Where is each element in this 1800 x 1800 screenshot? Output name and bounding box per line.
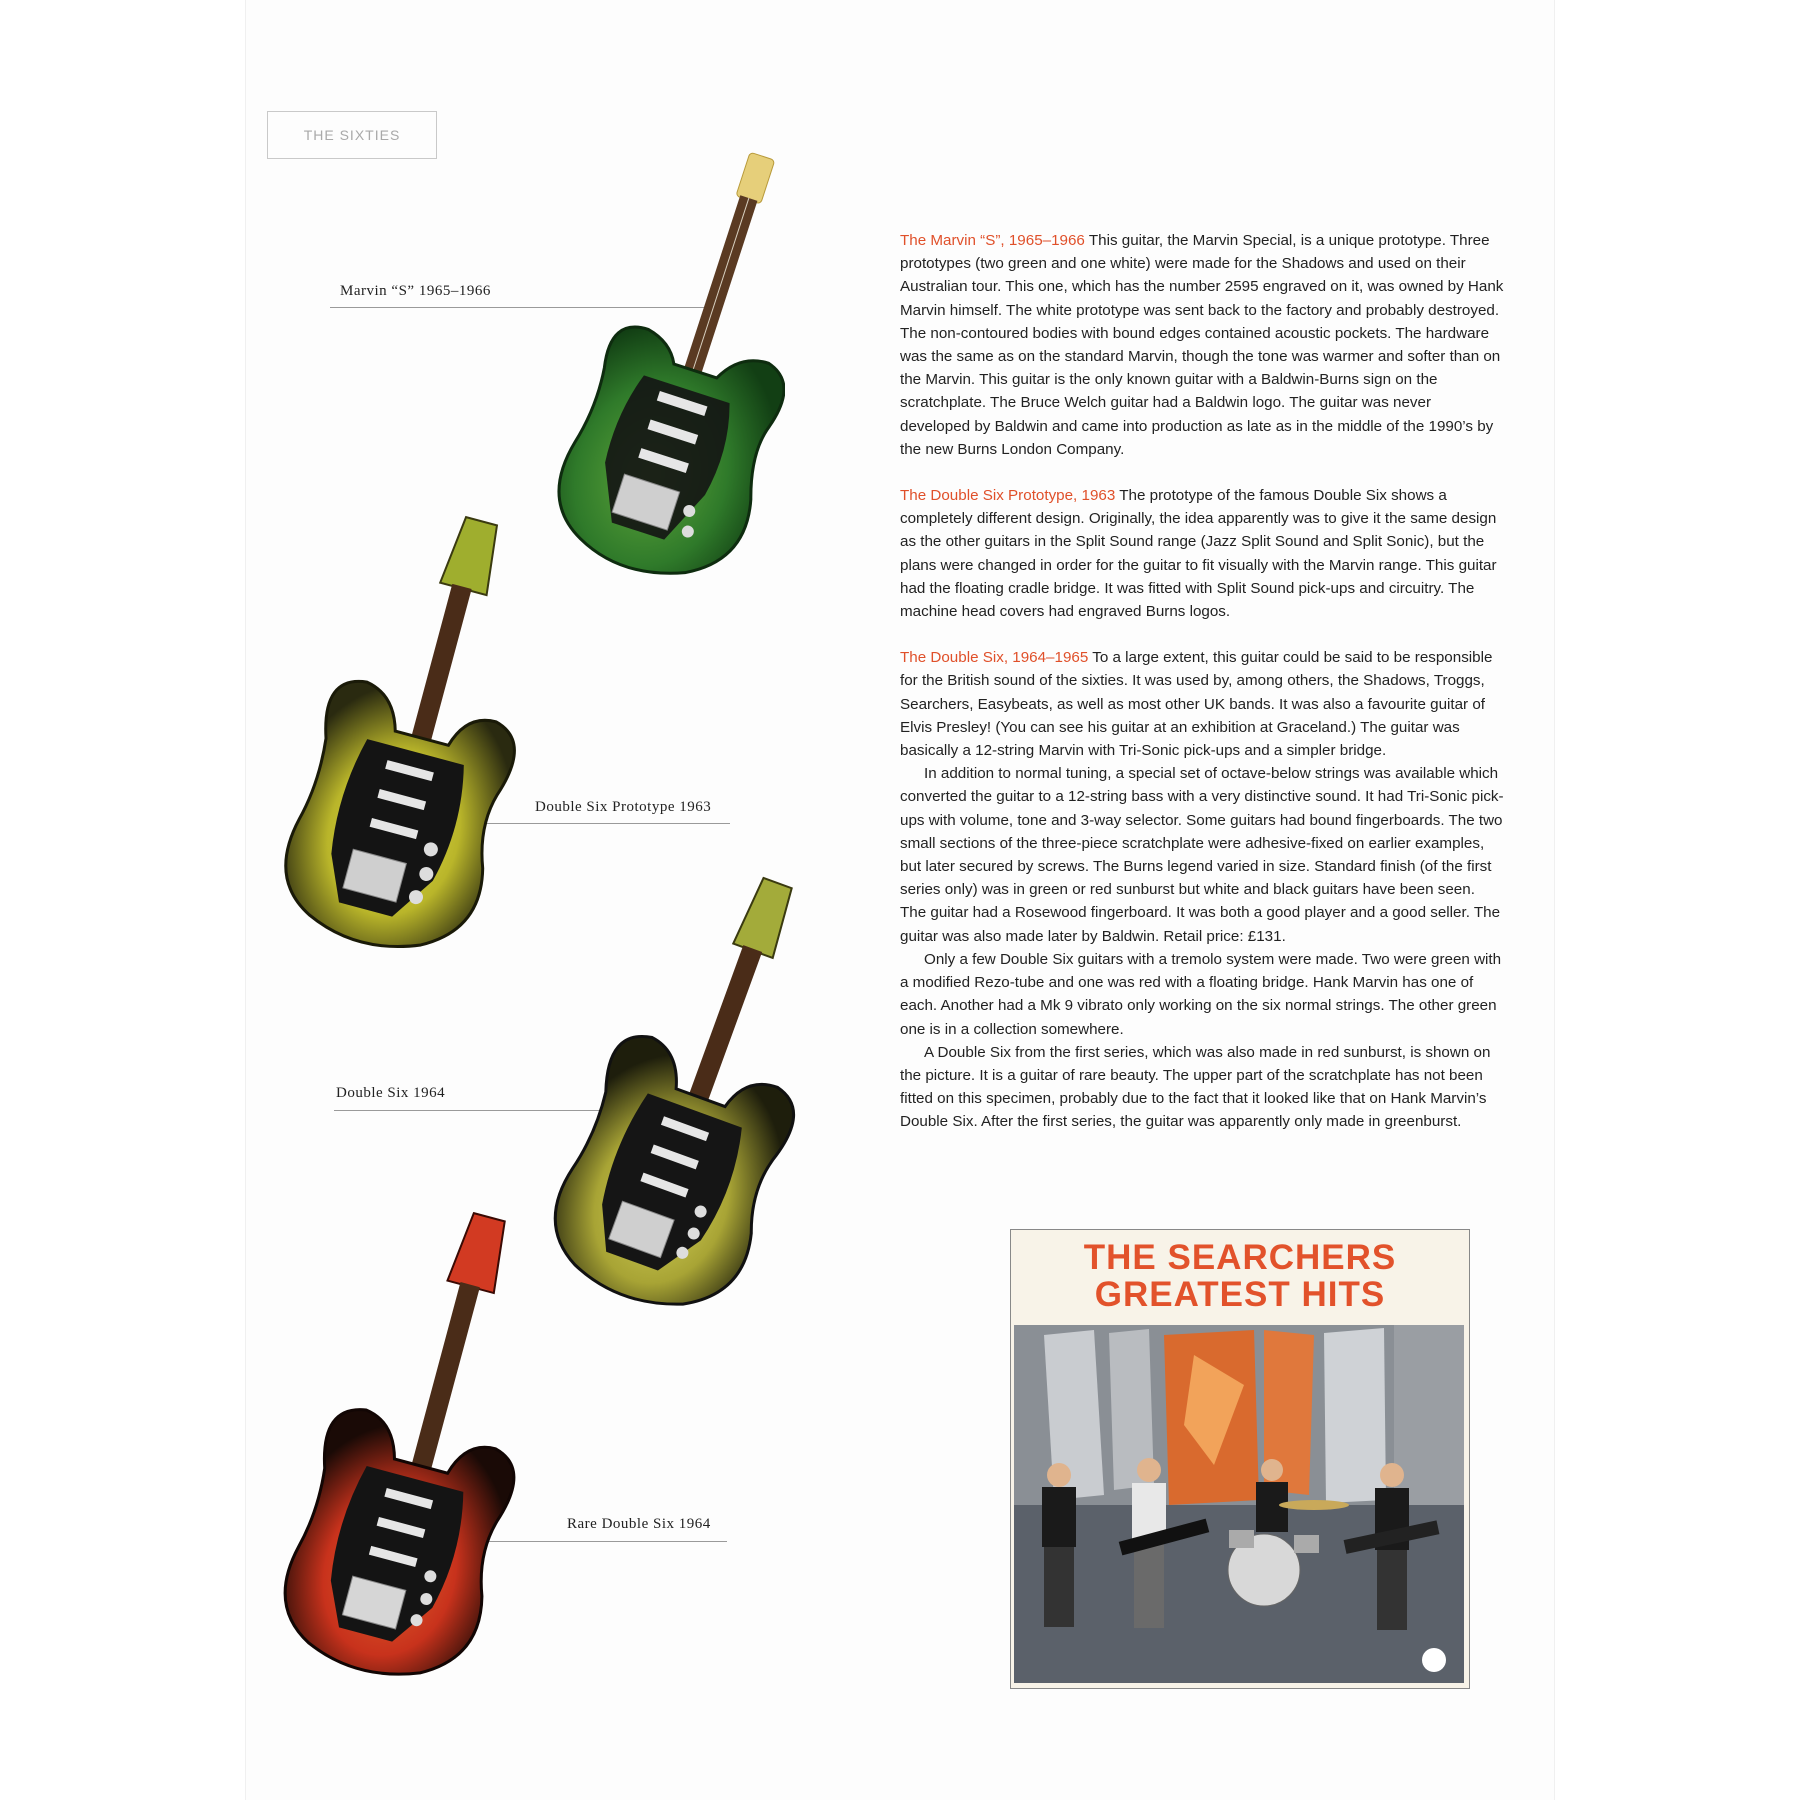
article-body: This guitar, the Marvin Special, is a unique prototype. Three prototypes (two green and one white) were made for the Shadows and used on their Australian tour. This one, which has the number 2595 engraved on it, was owned by Hank Marvin himself. The white prototype was sent back to the factory and probably destroyed. The non-contoured bodies with bound edges contained acoustic pockets. The hardware was the same as on the standard Marvin, though the tone was warmer and softer than on the Marvin. This guitar is the only known guitar with a Baldwin-Burns sign on the scratchplate. The Bruce Welch guitar had a Baldwin logo. The guitar was never developed by Baldwin and came into production as late as in the middle of the 1990’s by the new Burns London Company. — [900, 232, 1504, 458]
article-paragraph: Only a few Double Six guitars with a tremolo system were made. Two were green with a modified Rezo-tube and one was red with a floating bridge. Hank Marvin has one of each. Another had a Mk 9 vibrato only working on the six normal strings. The other green one is in a collection somewhere. — [900, 950, 1502, 1038]
double-six-prototype-guitar-image — [270, 510, 530, 970]
article-heading: The Marvin “S”, 1965–1966 — [900, 232, 1085, 249]
double-six-1964-guitar-image — [540, 865, 810, 1325]
article-marvin-s — [900, 229, 1505, 461]
article-heading: The Double Six, 1964–1965 — [900, 649, 1089, 667]
caption-marvin-s: Marvin “S” 1965–1966 — [340, 283, 491, 299]
article-body: The prototype of the famous Double Six shows a completely different design. Originally, the idea apparently was to give it the same design as the other guitars in the Split Sound range (Jazz Split Sound and Split Sonic), but the plans were changed in order for the guitar to fit visually with the Marvin range. This guitar had the floating cradle bridge. It was fitted with Split Sound pick-ups and circuitry. The machine head covers had engraved Burns logos. — [900, 487, 1497, 621]
band-photo — [1014, 1325, 1464, 1683]
rare-double-six-guitar-image — [270, 1205, 530, 1705]
article-double-six-prototype — [900, 484, 1505, 623]
caption-double-six-prototype: Double Six Prototype 1963 — [535, 799, 712, 815]
section-label: THE SIXTIES — [267, 111, 437, 159]
article-paragraph: A Double Six from the first series, which was also made in red sunburst, is shown on the picture. It is a guitar of rare beauty. The upper part of the scratchplate has not been fitted on this specimen, probably due to the fact that it looked like that on Hank Marvin’s Double Six. After the first series, the guitar was apparently only made in greenburst. — [900, 1043, 1491, 1131]
article-heading: The Double Six Prototype, 1963 — [900, 487, 1116, 505]
article-text-column — [900, 229, 1505, 1134]
article-double-six — [900, 646, 1505, 762]
caption-rare-double-six: Rare Double Six 1964 — [567, 1516, 711, 1532]
album-title-line1: THE SEARCHERS — [1083, 1238, 1397, 1277]
album-title-line2: GREATEST HITS — [1094, 1275, 1386, 1314]
caption-double-six: Double Six 1964 — [336, 1085, 446, 1101]
searchers-album-cover — [1010, 1229, 1470, 1689]
marvin-s-guitar-image — [545, 140, 785, 590]
article-body: To a large extent, this guitar could be said to be responsible for the British sound of the sixties. It was used by, among others, the Shadows, Troggs, Searchers, Easybeats, as well as most other UK bands. It was also a favourite guitar of Elvis Presley! (You can see his guitar at an exhibition at Graceland.) The guitar was basically a 12-string Marvin with Tri-Sonic pick-ups and a simpler bridge. — [900, 649, 1493, 760]
article-paragraph: In addition to normal tuning, a special set of octave-below strings was available which converted the guitar to a 12-string bass with a very distinctive sound. It had Tri-Sonic pick-ups with volume, tone and 3-way selector. Some guitars had bound fingerboards. The two small sections of the three-piece scratchplate were adhesive-fixed on earlier examples, but later secured by screws. The Burns legend varied in size. Standard finish (of the first series only) was in green or red sunburst but white and black guitars have been seen. The guitar had a Rosewood fingerboard. It was both a good player and a good seller. The guitar was also made later by Baldwin. Retail price: £131. — [900, 765, 1504, 945]
